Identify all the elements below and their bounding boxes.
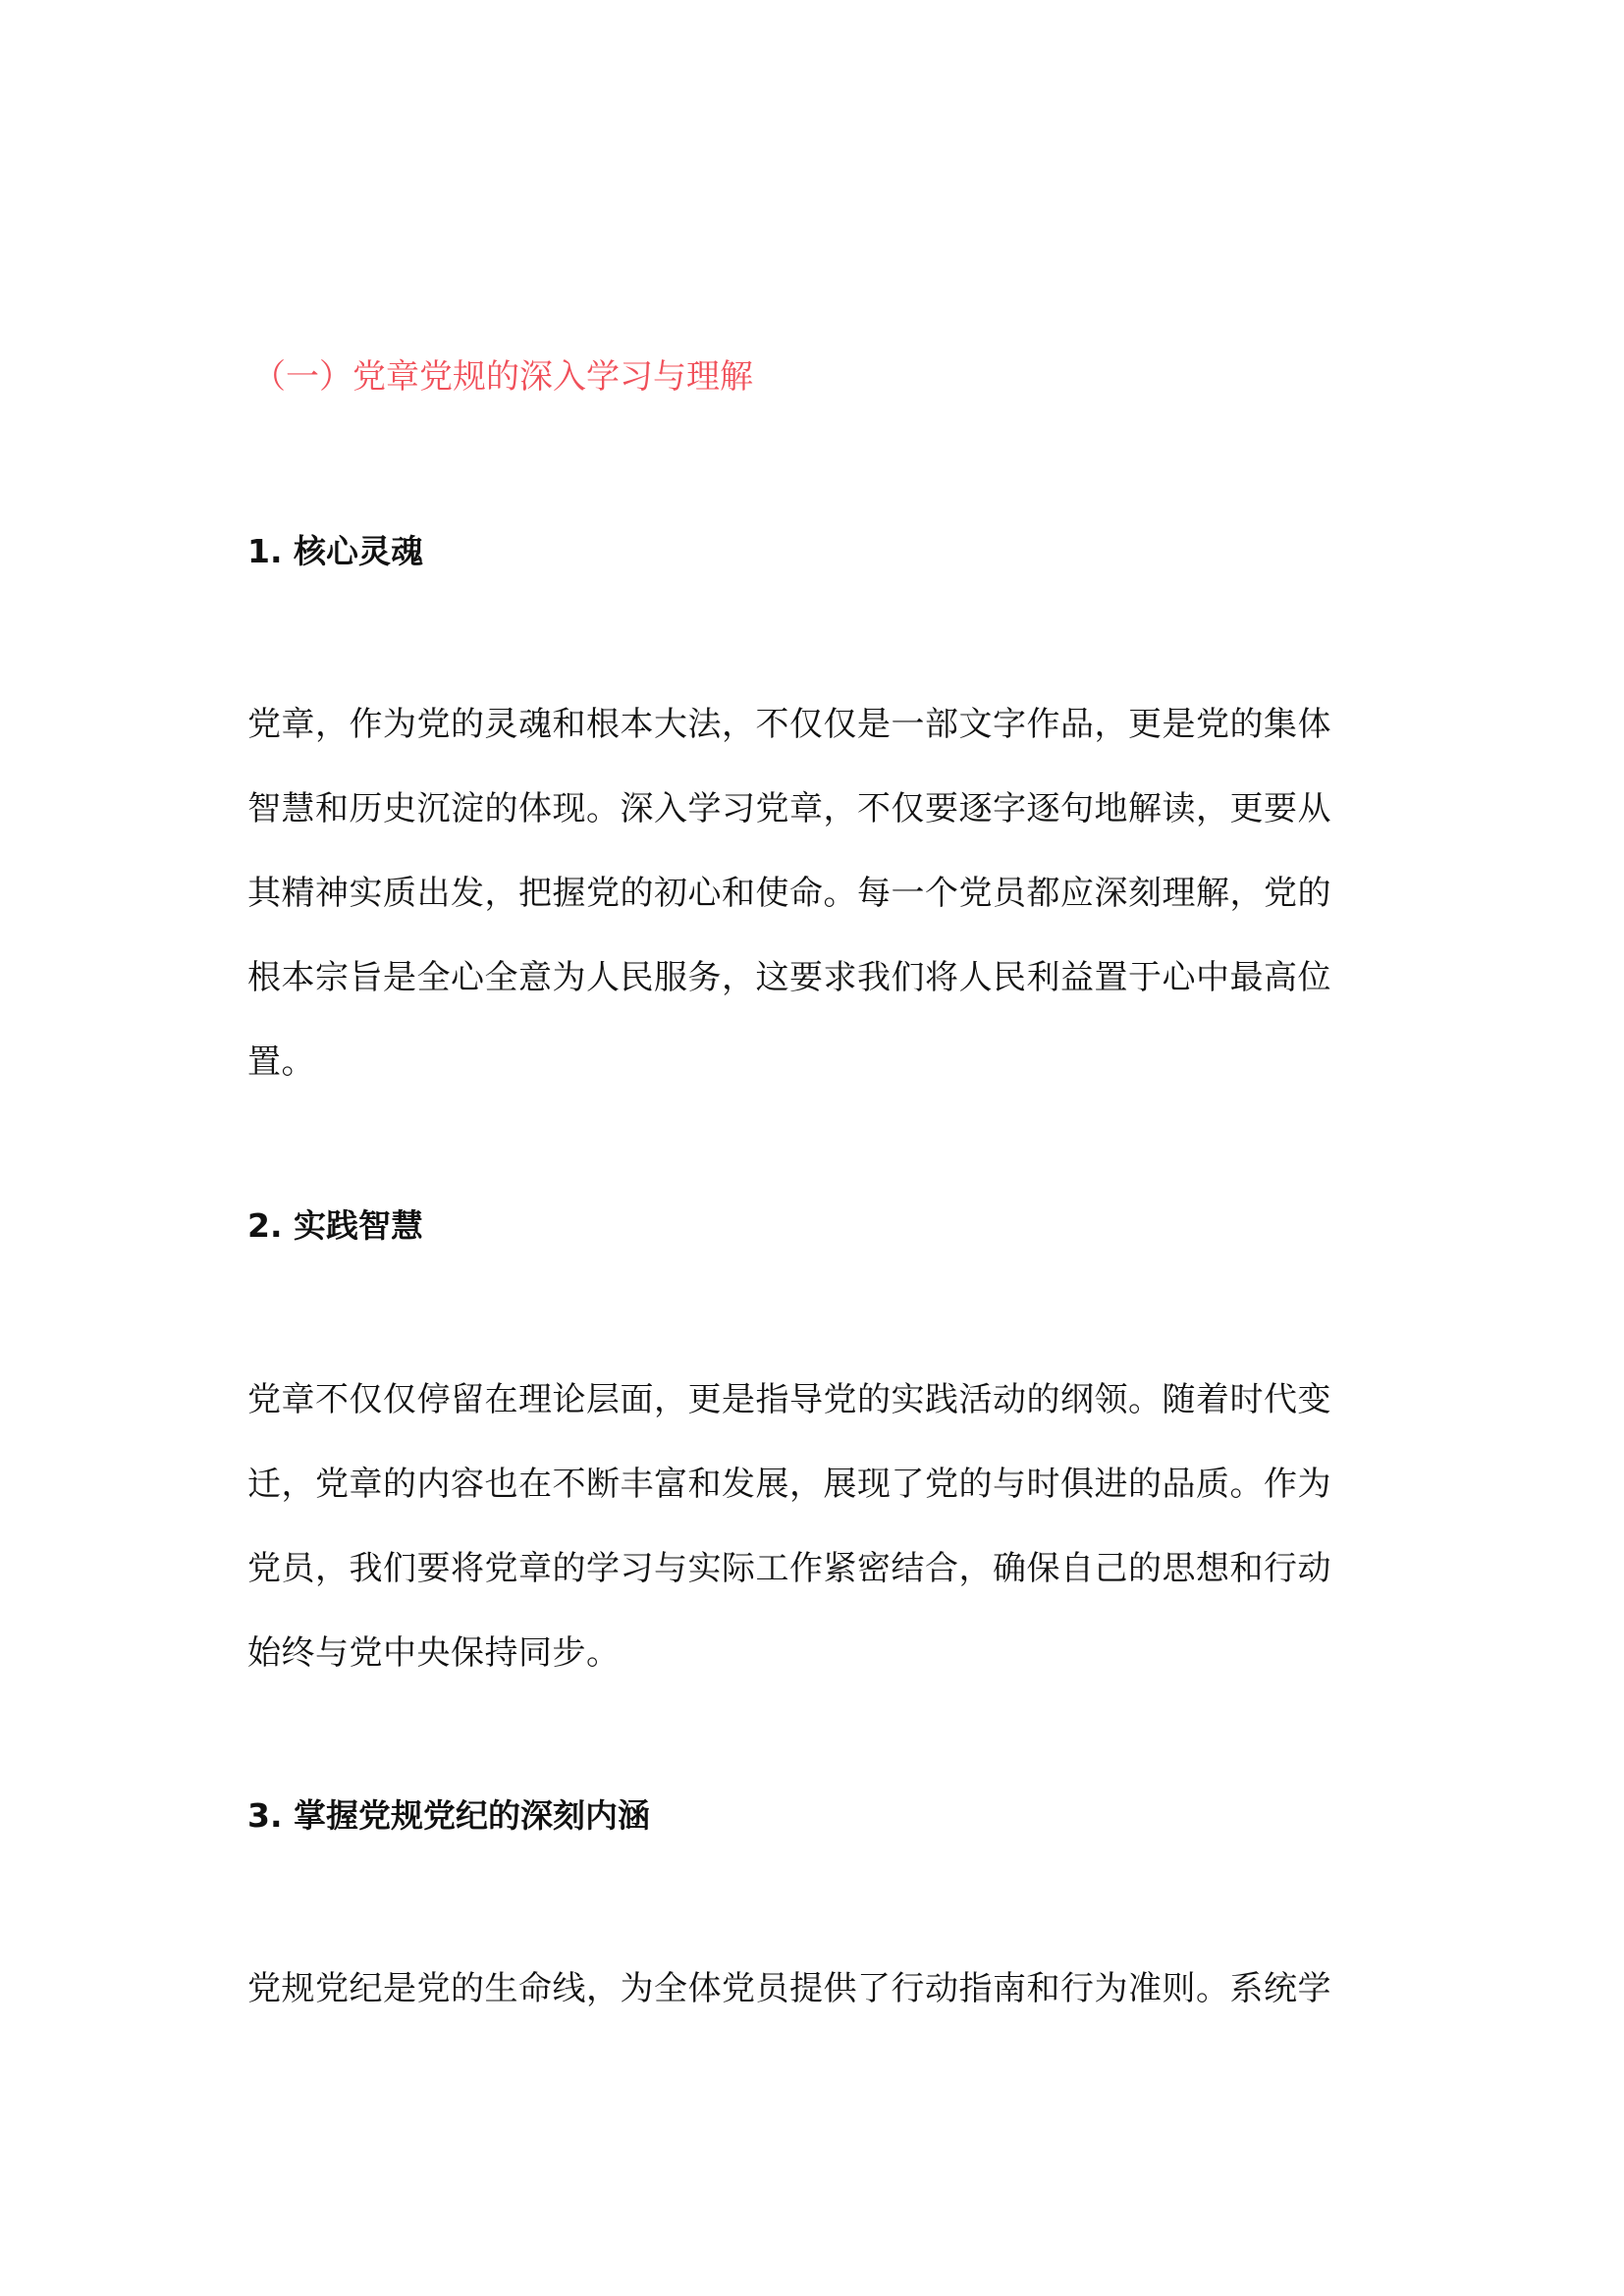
paragraph-line: 党章不仅仅停留在理论层面，更是指导党的实践活动的纲领。随着时代变 <box>247 1380 1331 1419</box>
paragraph-party-rules <box>247 1947 1386 2031</box>
section-title: （一）党章党规的深入学习与理解 <box>252 357 753 397</box>
paragraph-practical-wisdom <box>247 1358 1386 1695</box>
heading-core-soul: 1. 核心灵魂 <box>247 532 423 570</box>
paragraph-line: 党规党纪是党的生命线，为全体党员提供了行动指南和行为准则。系统学 <box>247 1969 1331 2008</box>
paragraph-line: 党员，我们要将党章的学习与实际工作紧密结合，确保自己的思想和行动 <box>247 1549 1331 1588</box>
heading-practical-wisdom: 2. 实践智慧 <box>247 1206 423 1245</box>
paragraph-line: 置。 <box>247 1042 315 1082</box>
paragraph-core-soul <box>247 682 1386 1104</box>
paragraph-line: 智慧和历史沉淀的体现。深入学习党章，不仅要逐字逐句地解读，更要从 <box>247 789 1331 828</box>
paragraph-line: 其精神实质出发，把握党的初心和使命。每一个党员都应深刻理解，党的 <box>247 874 1331 913</box>
paragraph-line: 党章，作为党的灵魂和根本大法，不仅仅是一部文字作品，更是党的集体 <box>247 705 1331 744</box>
paragraph-line: 根本宗旨是全心全意为人民服务，这要求我们将人民利益置于心中最高位 <box>247 958 1331 997</box>
heading-party-rules: 3. 掌握党规党纪的深刻内涵 <box>247 1796 650 1835</box>
paragraph-line: 始终与党中央保持同步。 <box>247 1633 621 1673</box>
paragraph-line: 迁，党章的内容也在不断丰富和发展，展现了党的与时俱进的品质。作为 <box>247 1465 1331 1504</box>
